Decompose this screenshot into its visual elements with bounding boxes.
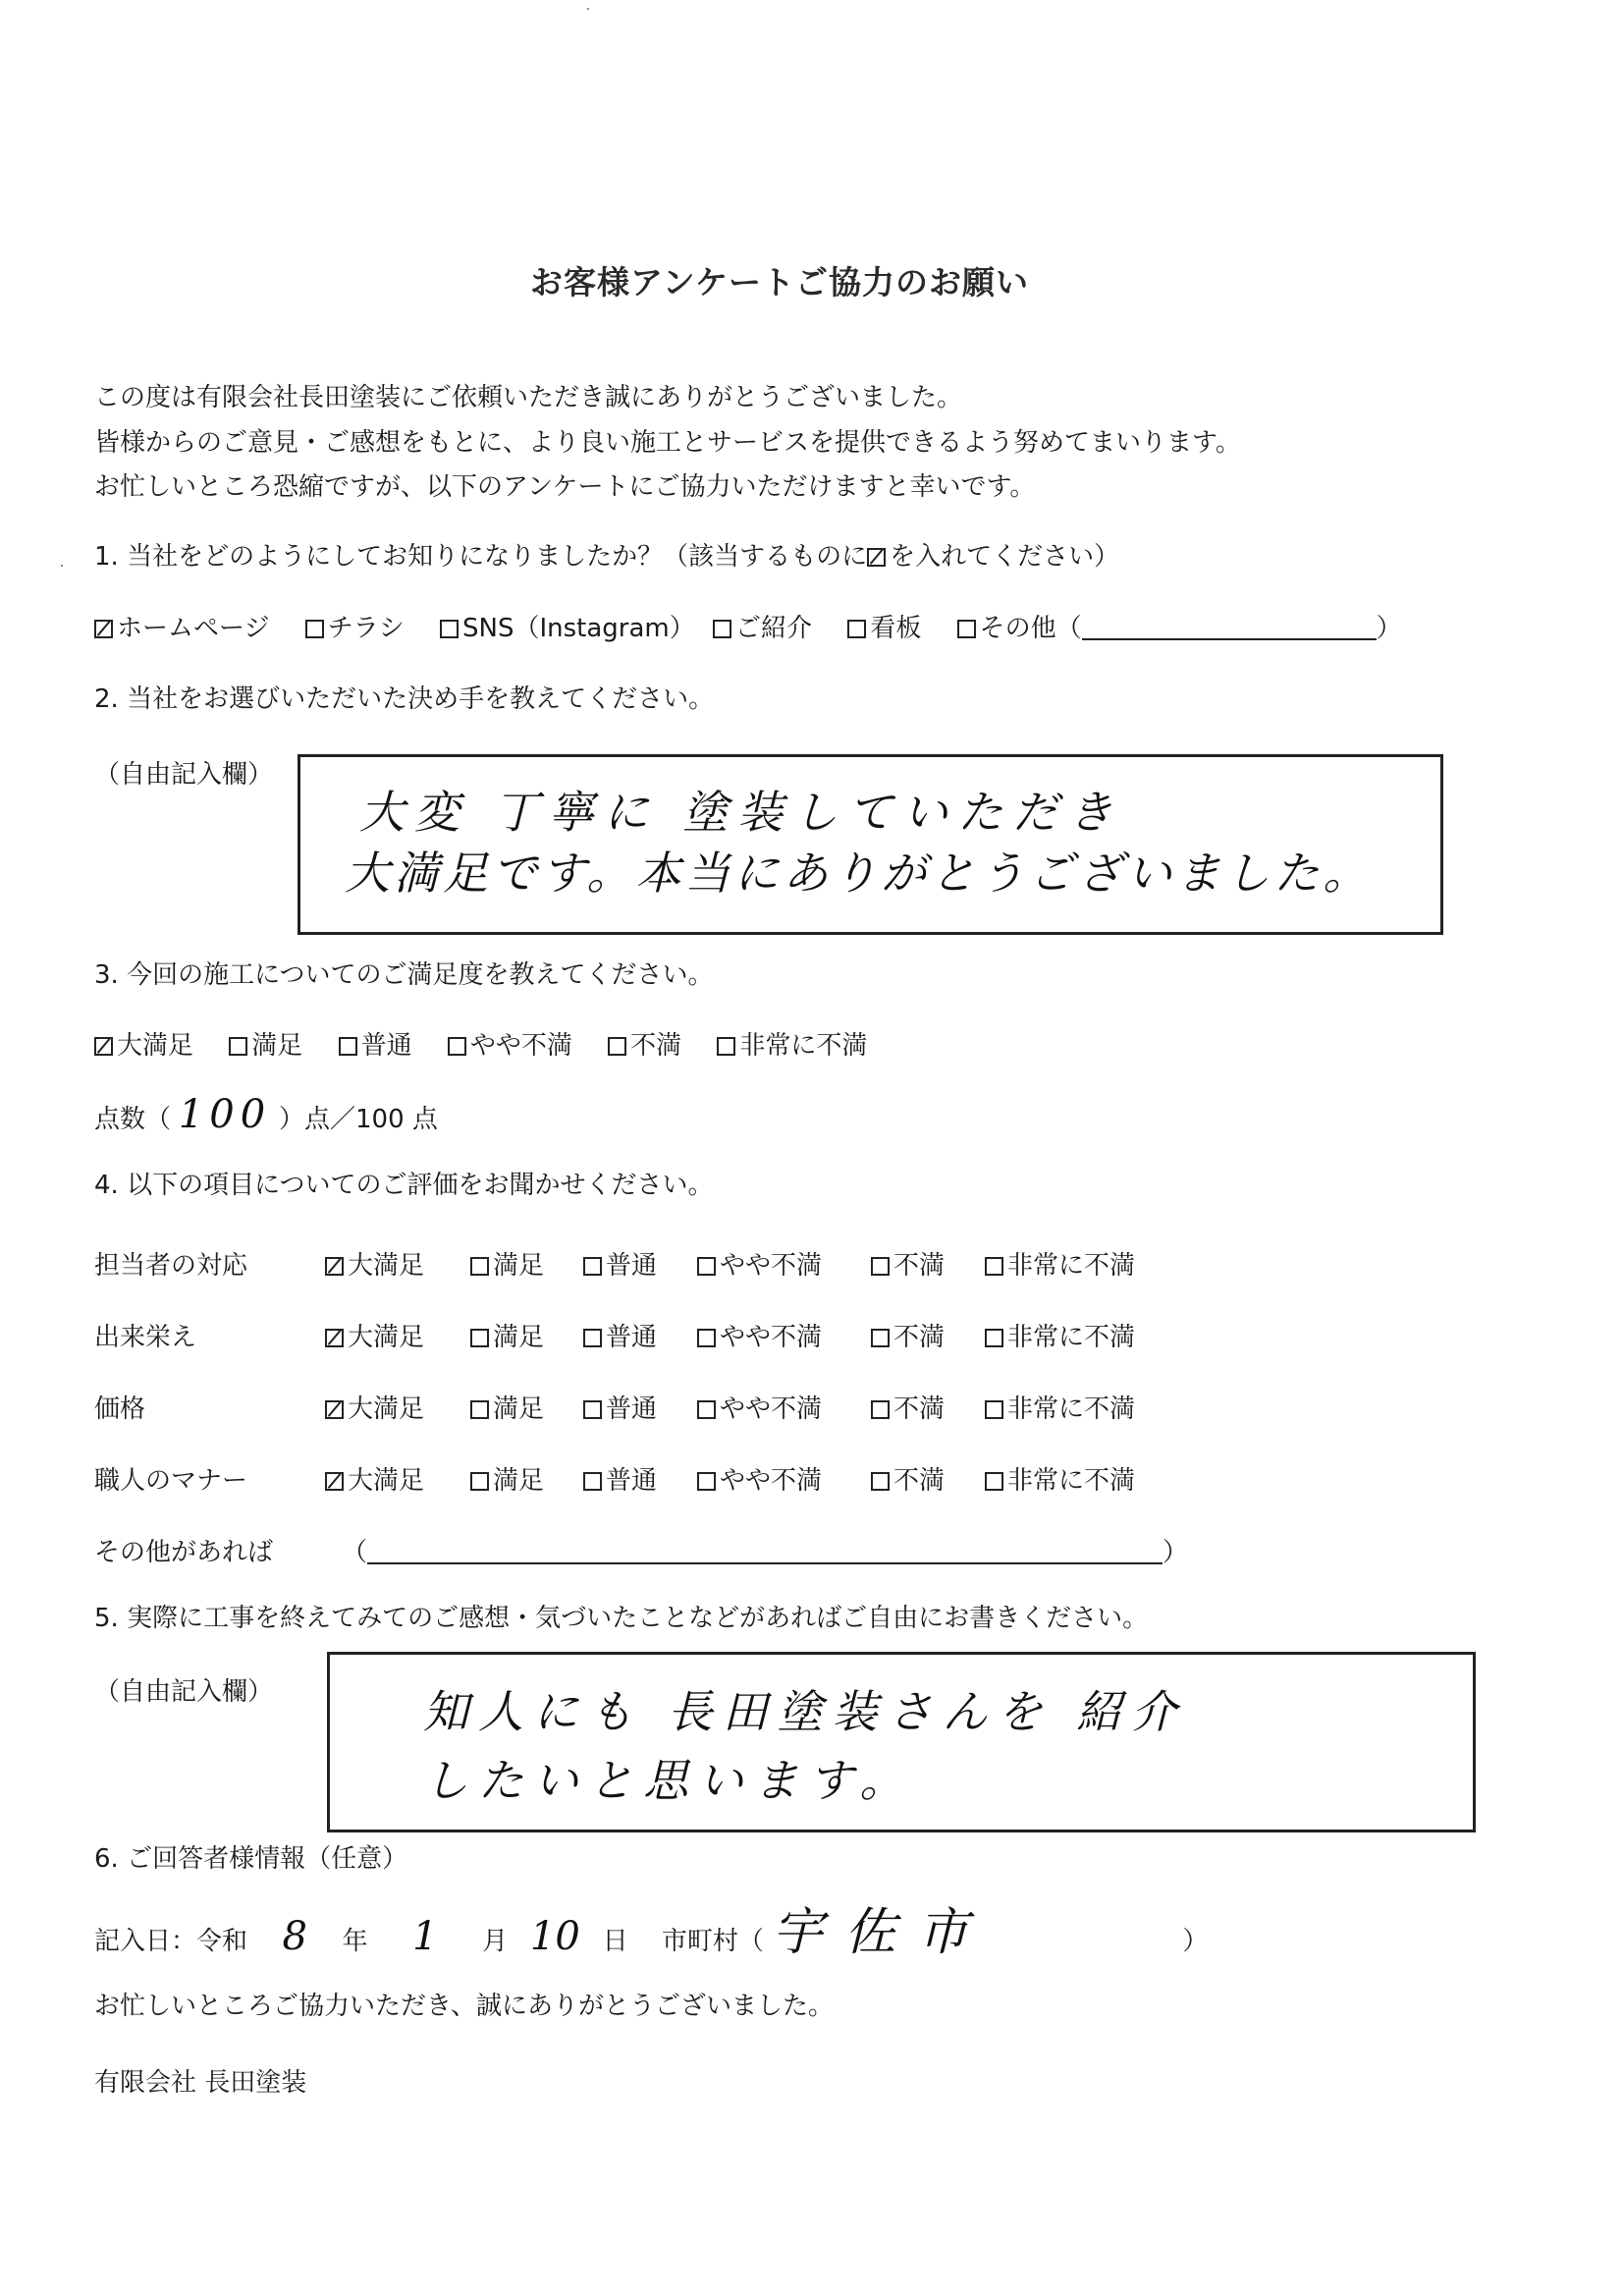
checkbox-checked-icon[interactable] <box>94 1037 113 1056</box>
q6-date-row: 記入日：令和 8 年 1 月 10 日 市町村（ 宇佐市 ） <box>94 1903 1209 1962</box>
checkbox-icon[interactable] <box>985 1329 1003 1347</box>
q3-score: 点数（ 100 ）点／100 点 <box>94 1092 438 1137</box>
q4-other-input[interactable] <box>367 1539 1163 1564</box>
checkbox-icon[interactable] <box>957 620 976 638</box>
q4-item4-very-dissatisfied[interactable]: 非常に不満 <box>985 1460 1135 1497</box>
q4-item2-somewhat-dissatisfied[interactable]: やや不満 <box>697 1317 822 1353</box>
q4-item3-satisfied[interactable]: 満足 <box>470 1389 544 1425</box>
checkbox-icon[interactable] <box>713 620 731 638</box>
q1-option-signboard[interactable]: 看板 <box>847 614 921 643</box>
q2-question: 2. 当社をお選びいただいた決め手を教えてください。 <box>94 684 715 714</box>
q1-option-flyer[interactable]: チラシ <box>305 614 405 643</box>
checkbox-icon[interactable] <box>697 1257 716 1276</box>
intro-line-2: 皆様からのご意見・ご感想をもとに、より良い施工とサービスを提供できるよう努めてまいります。 <box>94 428 1241 458</box>
q5-free-label: （自由記入欄） <box>94 1677 274 1707</box>
q2-answer-line-2: 大満足です。本当にありがとうございました。 <box>345 847 1373 900</box>
q4-item1-very-satisfied[interactable]: 大満足 <box>325 1245 424 1282</box>
checkbox-icon[interactable] <box>470 1400 489 1419</box>
intro-line-3: お忙しいところ恐縮ですが、以下のアンケートにご協力いただけますと幸いです。 <box>94 472 1036 502</box>
scan-speck <box>61 565 63 567</box>
q6-city-value[interactable]: 宇佐市 <box>772 1903 991 1962</box>
checkbox-icon[interactable] <box>847 620 866 638</box>
closing-message: お忙しいところご協力いただき、誠にありがとうございました。 <box>94 1992 834 2021</box>
q4-other-label: その他があれば <box>94 1538 274 1567</box>
q3-options <box>94 1031 894 1061</box>
q1-other-input[interactable] <box>1082 615 1377 640</box>
checkbox-icon[interactable] <box>583 1400 602 1419</box>
checkbox-icon[interactable] <box>717 1037 735 1056</box>
q4-item2-very-dissatisfied[interactable]: 非常に不満 <box>985 1317 1135 1353</box>
q4-item3-somewhat-dissatisfied[interactable]: やや不満 <box>697 1389 822 1425</box>
q4-item1-somewhat-dissatisfied[interactable]: やや不満 <box>697 1245 822 1282</box>
checkbox-icon[interactable] <box>470 1257 489 1276</box>
q4-item4-somewhat-dissatisfied[interactable]: やや不満 <box>697 1460 822 1497</box>
q3-option-satisfied[interactable]: 満足 <box>229 1031 302 1061</box>
checkbox-icon[interactable] <box>871 1472 890 1491</box>
q4-item2-neutral[interactable]: 普通 <box>583 1317 657 1353</box>
scan-speck <box>587 8 589 10</box>
checkbox-checked-icon[interactable] <box>325 1329 344 1347</box>
q4-item4-satisfied[interactable]: 満足 <box>470 1460 544 1497</box>
q1-option-sns[interactable]: SNS（Instagram） <box>440 614 695 643</box>
q4-question: 4. 以下の項目についてのご評価をお聞かせください。 <box>94 1171 714 1200</box>
q3-score-value[interactable]: 100 <box>178 1092 272 1137</box>
checkbox-icon[interactable] <box>697 1472 716 1491</box>
checkbox-sample-icon <box>867 548 886 567</box>
q1-question <box>94 542 1119 572</box>
checkbox-checked-icon[interactable] <box>94 620 113 638</box>
q4-item3-neutral[interactable]: 普通 <box>583 1389 657 1425</box>
checkbox-icon[interactable] <box>608 1037 626 1056</box>
q6-question: 6. ご回答者様情報（任意） <box>94 1844 408 1874</box>
q4-item1-satisfied[interactable]: 満足 <box>470 1245 544 1282</box>
intro-line-1: この度は有限会社長田塗装にご依頼いただき誠にありがとうございました。 <box>94 383 963 412</box>
q4-item4-dissatisfied[interactable]: 不満 <box>871 1460 945 1497</box>
q5-answer-line-1: 知人にも 長田塗装さんを 紹介 <box>423 1685 1187 1738</box>
page-title: お客様アンケートご協力のお願い <box>530 263 1030 301</box>
q6-month-value[interactable]: 1 <box>412 1914 438 1959</box>
q4-item1-dissatisfied[interactable]: 不満 <box>871 1245 945 1282</box>
q4-item3-very-satisfied[interactable]: 大満足 <box>325 1389 424 1425</box>
q4-item4-very-satisfied[interactable]: 大満足 <box>325 1460 424 1497</box>
q6-day-value[interactable]: 10 <box>529 1914 580 1959</box>
q4-item-label: 職人のマナー <box>94 1466 248 1496</box>
q4-other-field: （ ） <box>342 1538 1189 1567</box>
q4-item-label: 担当者の対応 <box>94 1251 248 1281</box>
q1-option-homepage[interactable]: ホームページ <box>94 614 269 643</box>
checkbox-checked-icon[interactable] <box>325 1400 344 1419</box>
q2-answer-box[interactable] <box>298 754 1443 935</box>
q5-answer-box[interactable] <box>327 1652 1476 1832</box>
checkbox-icon[interactable] <box>440 620 459 638</box>
q4-item-label: 価格 <box>94 1394 146 1424</box>
q4-item1-neutral[interactable]: 普通 <box>583 1245 657 1282</box>
company-name: 有限会社 長田塗装 <box>94 2068 307 2098</box>
checkbox-icon[interactable] <box>305 620 324 638</box>
q3-option-neutral[interactable]: 普通 <box>339 1031 412 1061</box>
q3-option-dissatisfied[interactable]: 不満 <box>608 1031 681 1061</box>
checkbox-icon[interactable] <box>871 1329 890 1347</box>
q4-item2-very-satisfied[interactable]: 大満足 <box>325 1317 424 1353</box>
q2-free-label: （自由記入欄） <box>94 760 274 790</box>
q1-options <box>94 614 1402 643</box>
q2-answer-line-1: 大変 丁寧に 塗装していただき <box>359 786 1123 839</box>
checkbox-icon[interactable] <box>339 1037 357 1056</box>
checkbox-checked-icon[interactable] <box>325 1257 344 1276</box>
checkbox-icon[interactable] <box>448 1037 466 1056</box>
checkbox-icon[interactable] <box>697 1400 716 1419</box>
q1-question-suffix: を入れてください） <box>890 542 1120 572</box>
q3-question: 3. 今回の施工についてのご満足度を教えてください。 <box>94 960 714 990</box>
checkbox-icon[interactable] <box>985 1400 1003 1419</box>
checkbox-icon[interactable] <box>985 1257 1003 1276</box>
checkbox-icon[interactable] <box>229 1037 247 1056</box>
checkbox-icon[interactable] <box>583 1257 602 1276</box>
checkbox-icon[interactable] <box>470 1329 489 1347</box>
q4-item3-very-dissatisfied[interactable]: 非常に不満 <box>985 1389 1135 1425</box>
checkbox-icon[interactable] <box>697 1329 716 1347</box>
q4-item2-satisfied[interactable]: 満足 <box>470 1317 544 1353</box>
q4-item3-dissatisfied[interactable]: 不満 <box>871 1389 945 1425</box>
q4-item4-neutral[interactable]: 普通 <box>583 1460 657 1497</box>
q3-option-very-satisfied[interactable]: 大満足 <box>94 1031 193 1061</box>
q4-item-label: 出来栄え <box>94 1323 197 1352</box>
checkbox-icon[interactable] <box>583 1329 602 1347</box>
q4-item2-dissatisfied[interactable]: 不満 <box>871 1317 945 1353</box>
q5-answer-line-2: したいと思います。 <box>423 1754 915 1807</box>
checkbox-icon[interactable] <box>985 1472 1003 1491</box>
q6-year-value[interactable]: 8 <box>282 1914 307 1959</box>
checkbox-icon[interactable] <box>871 1400 890 1419</box>
q3-option-very-dissatisfied[interactable]: 非常に不満 <box>717 1031 867 1061</box>
q1-option-other[interactable]: その他（ ） <box>957 614 1402 643</box>
q4-item1-very-dissatisfied[interactable]: 非常に不満 <box>985 1245 1135 1282</box>
checkbox-icon[interactable] <box>470 1472 489 1491</box>
q1-question-prefix: 1. 当社をどのようにしてお知りになりましたか？（該当するものに <box>94 542 868 572</box>
checkbox-checked-icon[interactable] <box>325 1472 344 1491</box>
checkbox-icon[interactable] <box>871 1257 890 1276</box>
q1-option-referral[interactable]: ご紹介 <box>713 614 812 643</box>
q3-option-somewhat-dissatisfied[interactable]: やや不満 <box>448 1031 572 1061</box>
q5-question: 5. 実際に工事を終えてみてのご感想・気づいたことなどがあればご自由にお書きください。 <box>94 1604 1149 1633</box>
checkbox-icon[interactable] <box>583 1472 602 1491</box>
